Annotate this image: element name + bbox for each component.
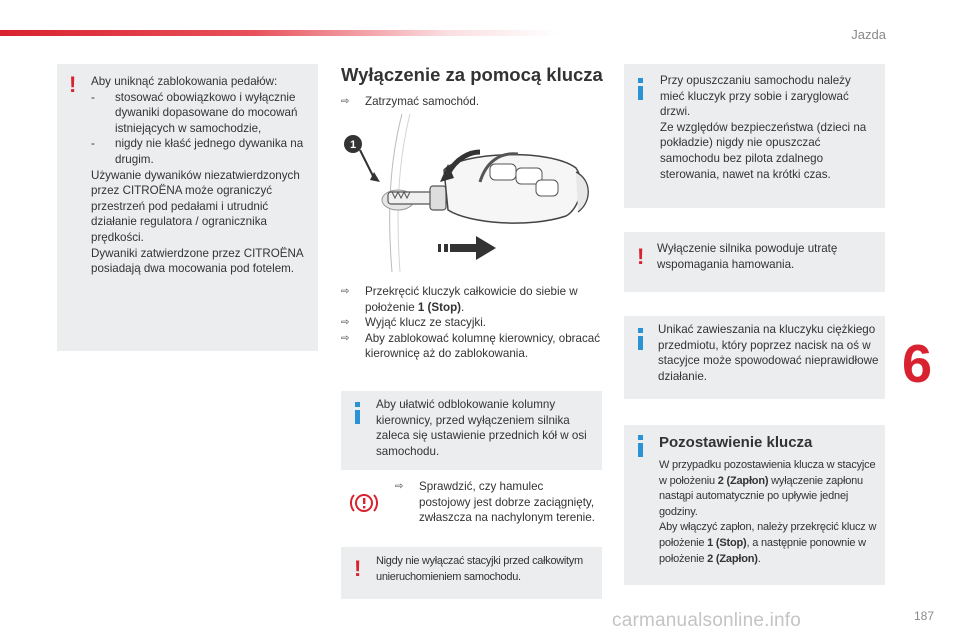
header-accent-bar: [0, 30, 560, 36]
section-title: Jazda: [851, 27, 886, 42]
chapter-number: 6: [902, 334, 933, 394]
info-icon: [638, 435, 643, 457]
step-turn-key: ⇨ Przekręcić kluczyk całkowicie do siebie w położenie 1 (Stop).: [341, 284, 603, 315]
warning-icon: !: [69, 72, 77, 97]
info-icon: [355, 402, 360, 424]
info-icon: [638, 328, 643, 350]
leaving-car-info-text: Przy opuszczaniu samochodu należy mieć kluczyk przy sobie i zaryglować drzwi. Ze względów bezpieczeństwa (dzieci na pokładzie) nigdy nie opuszczać samochodu bez pilota zdalnego sterowania, nawet na krótki czas.: [660, 74, 867, 181]
pedal-warning-box: [57, 64, 318, 351]
ignition-warning-text: Nigdy nie wyłączać stacyjki przed całkowitym unieruchomieniem samochodu.: [376, 555, 583, 583]
handbrake-check: [341, 477, 602, 543]
steering-info-box: [341, 391, 602, 470]
key-left-text: W przypadku pozostawienia klucza w stacyjce w położeniu 2 (Zapłon) wyłączenie zapłonu nastąpi automatycznie po upływie jednej godziny. Aby włączyć zapłon, należy przekręcić klucz w położenie 1 (Stop), a następnie ponownie w położenie 2 (Zapłon).: [659, 459, 877, 565]
brake-assist-warning-box: [624, 232, 885, 292]
step-list-1: [341, 94, 601, 110]
keyring-info-text: Unikać zawieszania na kluczyku ciężkiego przedmiotu, który poprzez nacisk na oś w stacyjce może spowodować nieprawidłowe działanie.: [658, 323, 879, 383]
pedal-warning-paragraph: Używanie dywaników niezatwierdzonych przez CITROËNA może ograniczyć przestrzeń pod pedałami i utrudnić działanie regulatora / ogranicznika prędkości.: [91, 168, 300, 244]
key-left-box: [624, 425, 885, 585]
pedal-warning-list: [91, 90, 313, 168]
handbrake-check-text: ⇨ Sprawdzić, czy hamulec postojowy jest dobrze zaciągnięty, zwłaszcza na nachylonym terenie.: [395, 479, 595, 526]
figure-callout-label: 1: [349, 139, 357, 151]
page-number: 187: [913, 609, 934, 623]
steering-info-text: Aby ułatwić odblokowanie kolumny kierownicy, przed wyłączeniem silnika zaleca się ustawienie przednich kół w osi samochodu.: [376, 398, 587, 458]
list-item: - nigdy nie kłaść jednego dywanika na drugim.: [91, 136, 313, 167]
step-list-2: [341, 284, 603, 362]
handbrake-check-list: [395, 479, 595, 526]
key-left-title: Pozostawienie klucza: [659, 434, 813, 451]
info-icon: [638, 78, 643, 100]
ignition-warning-box: [341, 547, 602, 599]
step-lock-steering: ⇨ Aby zablokować kolumnę kierownicy, obracać kierownicę aż do zablokowania.: [341, 331, 603, 362]
pull-direction-arrow: [476, 236, 496, 260]
watermark: carmanualsonline.info: [612, 610, 802, 631]
pedal-warning-paragraph-2: Dywaniki zatwierdzone przez CITROËNA posiadają dwa mocowania pod fotelem.: [91, 246, 303, 276]
list-item: - stosować obowiązkowo i wyłącznie dywaniki dopasowane do mocowań istniejących w samochodzie,: [91, 90, 313, 137]
handbrake-warning-icon: [349, 491, 379, 515]
key-illustration: [340, 112, 602, 277]
leaving-car-info-box: [624, 64, 885, 208]
key-ignition-figure: [340, 112, 602, 277]
brake-assist-warning-text: Wyłączenie silnika powoduje utratę wspomagania hamowania.: [657, 242, 838, 271]
warning-icon: !: [354, 556, 362, 581]
step-remove-key: ⇨ Wyjąć klucz ze stacyjki.: [341, 315, 603, 331]
keyring-info-box: [624, 316, 885, 399]
pedal-warning-intro: Aby uniknąć zablokowania pedałów:: [91, 75, 278, 88]
warning-icon: !: [637, 244, 645, 269]
step-stop-car: ⇨ Zatrzymać samochód.: [341, 94, 601, 110]
page-title: Wyłączenie za pomocą klucza: [341, 64, 603, 85]
